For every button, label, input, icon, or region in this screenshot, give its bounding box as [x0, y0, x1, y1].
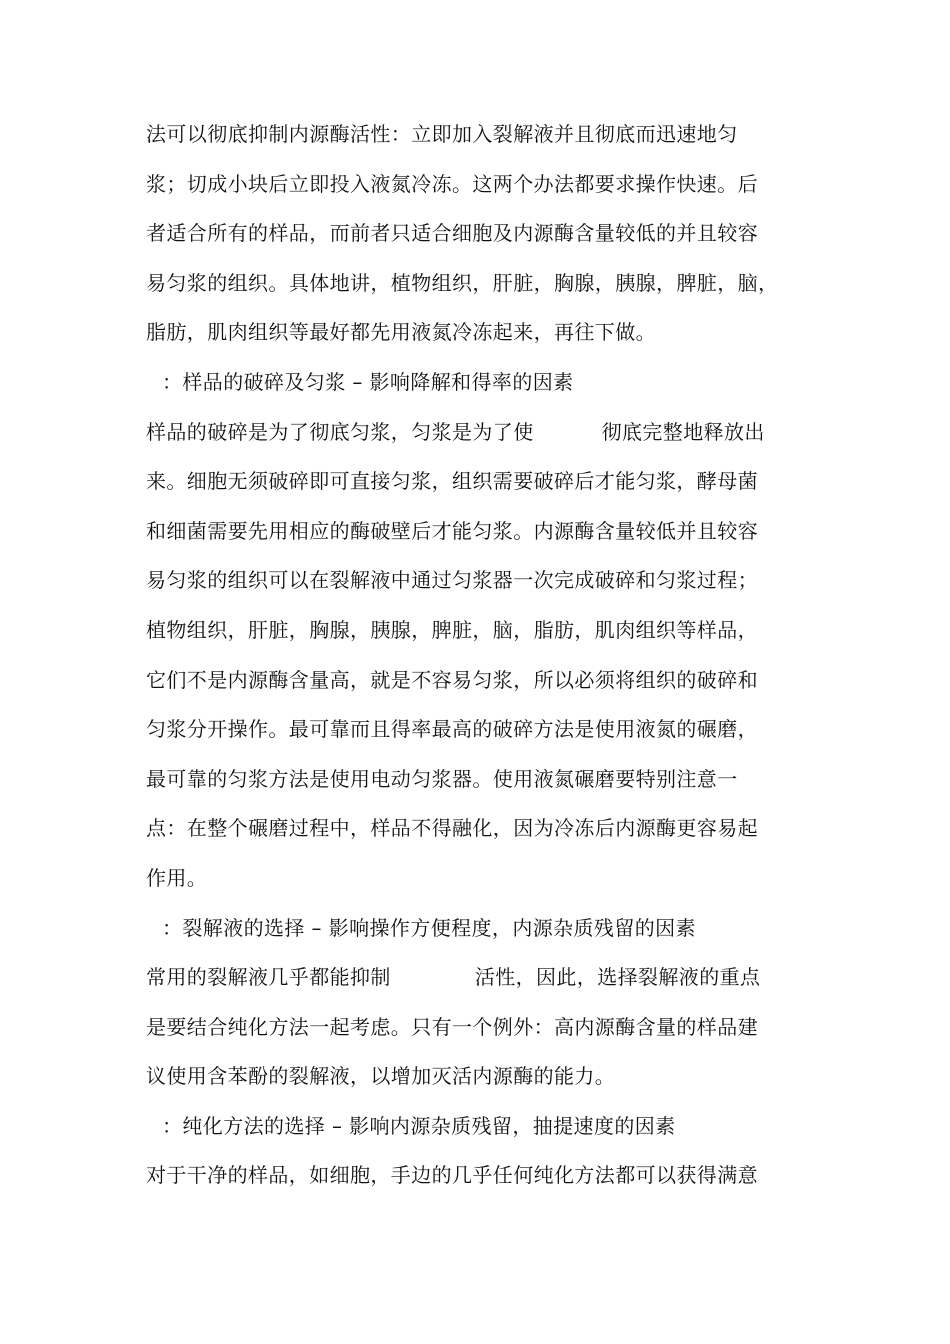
section-heading: ：样品的破碎及匀浆 – 影响降解和得率的因素 [162, 369, 574, 394]
paragraph-line: 最可靠的匀浆方法是使用电动匀浆器。使用液氮碾磨要特别注意一 [146, 766, 738, 791]
paragraph-line: 植物组织，肝脏，胸腺，胰腺，脾脏，脑，脂肪，肌肉组织等样品， [146, 617, 758, 642]
paragraph-line [146, 408, 818, 458]
paragraph-line: 易匀浆的组织可以在裂解液中通过匀浆器一次完成破碎和匀浆过程； [146, 568, 758, 593]
paragraph-line: 对于干净的样品，如细胞，手边的几乎任何纯化方法都可以获得满意 [146, 1163, 758, 1188]
line-segment: 样品的破碎是为了彻底匀浆，匀浆是为了使 [146, 419, 534, 444]
section-heading: ：裂解液的选择 – 影响操作方便程度，内源杂质残留的因素 [162, 915, 696, 940]
paragraph-line: 者适合所有的样品，而前者只适合细胞及内源酶含量较低的并且较容 [146, 221, 758, 246]
paragraph-line: 来。细胞无须破碎即可直接匀浆，组织需要破碎后才能匀浆，酵母菌 [146, 469, 758, 494]
paragraph-line: 点：在整个碾磨过程中，样品不得融化，因为冷冻后内源酶更容易起 [146, 816, 758, 841]
line-segment: 彻底完整地释放出 [601, 419, 765, 444]
paragraph-line: 是要结合纯化方法一起考虑。只有一个例外：高内源酶含量的样品建 [146, 1014, 758, 1039]
paragraph-line: 易匀浆的组织。具体地讲，植物组织，肝脏，胸腺，胰腺，脾脏，脑， [146, 270, 779, 295]
paragraph-line: 浆；切成小块后立即投入液氮冷冻。这两个办法都要求操作快速。后 [146, 171, 758, 196]
line-segment: 常用的裂解液几乎都能抑制 [146, 965, 391, 990]
section-heading: ：纯化方法的选择 – 影响内源杂质残留，抽提速度的因素 [162, 1113, 676, 1138]
line-segment: 活性，因此，选择裂解液的重点 [474, 965, 761, 990]
paragraph-line: 法可以彻底抑制内源酶活性：立即加入裂解液并且彻底而迅速地匀 [146, 122, 738, 146]
paragraph-line [146, 953, 818, 1003]
paragraph-line: 议使用含苯酚的裂解液，以增加灭活内源酶的能力。 [146, 1064, 616, 1089]
document-body [146, 110, 818, 1201]
paragraph-line: 和细菌需要先用相应的酶破壁后才能匀浆。内源酶含量较低并且较容 [146, 518, 758, 543]
paragraph-line: 它们不是内源酶含量高，就是不容易匀浆，所以必须将组织的破碎和 [146, 667, 758, 692]
paragraph-line: 匀浆分开操作。最可靠而且得率最高的破碎方法是使用液氮的碾磨， [146, 717, 758, 742]
paragraph-line: 脂肪，肌肉组织等最好都先用液氮冷冻起来，再往下做。 [146, 320, 656, 345]
paragraph-line: 作用。 [146, 865, 208, 890]
